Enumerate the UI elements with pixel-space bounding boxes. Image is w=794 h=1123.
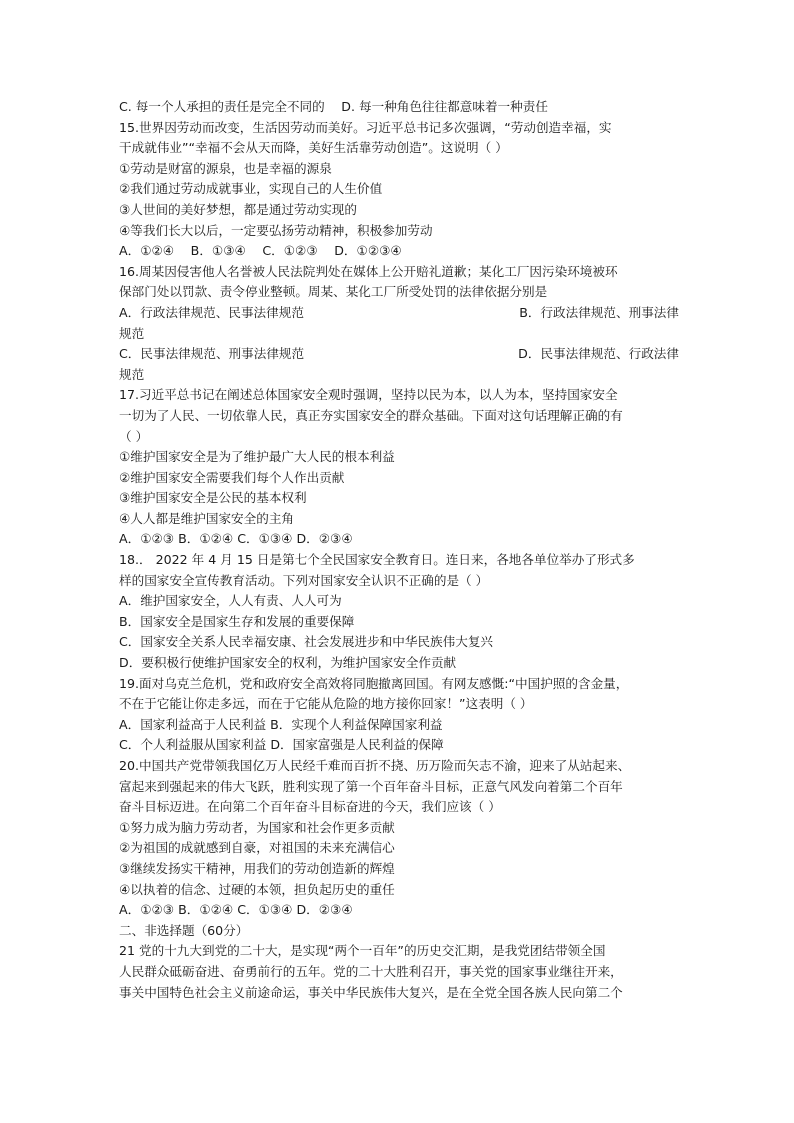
q16-stem-line-2: 保部门处以罚款、责令停业整顿。周某、某化工厂所受处罚的法律依据分别是	[119, 284, 548, 300]
q20-answer-options: A．①②③ B．①②④ C．①③④ D．②③④	[119, 902, 353, 918]
q18-option-b: B．国家安全是国家生存和发展的重要保障	[119, 613, 355, 629]
q20-statement-1: ①努力成为脑力劳动者，为国家和社会作更多贡献	[119, 819, 395, 835]
q16-option-d: D．民事法律规范、行政法律	[518, 346, 679, 362]
q16-option-b: B．行政法律规范、刑事法律	[519, 304, 679, 320]
q16-option-b-continued: 规范	[119, 325, 145, 341]
q17-stem-line-3: （ ）	[119, 428, 149, 444]
q20-stem-line-3: 奋斗目标迈进。在向第二个百年奋斗目标奋进的今天，我们应该（ ）	[119, 799, 501, 815]
q19-stem-line-2: 不在于它能让你走多远，而在于它能从危险的地方接你回家！”这表明（ ）	[119, 696, 533, 712]
q16-options-ab	[119, 303, 679, 324]
q18-stem-line-2: 样的国家安全宣传教育活动。下列对国家安全认识不正确的是（ ）	[119, 572, 489, 588]
q17-statement-2: ②维护国家安全需要我们每个人作出贡献	[119, 469, 345, 485]
section-heading-non-choice: 二、非选择题（60分）	[119, 922, 249, 938]
q15-statement-2: ②我们通过劳动成就事业，实现自己的人生价值	[119, 181, 383, 197]
exam-page	[119, 97, 679, 1003]
q17-statement-1: ①维护国家安全是为了维护最广大人民的根本利益	[119, 449, 395, 465]
q18-option-c: C．国家安全关系人民幸福安康、社会发展进步和中华民族伟大复兴	[119, 634, 494, 650]
q20-statement-2: ②为祖国的成就感到自豪，对祖国的未来充满信心	[119, 840, 395, 856]
q21-stem-line-3: 事关中国特色社会主义前途命运，事关中华民族伟大复兴，是在全党全国各族人民向第二个	[119, 984, 623, 1000]
q18-option-d: D．要积极行使维护国家安全的权利，为维护国家安全作贡献	[119, 655, 457, 671]
q19-stem-line-1: 19.面对乌克兰危机，党和政府安全高效将同胞撤离回国。有网友感慨:“中国护照的含金量，	[119, 675, 629, 691]
q16-stem-line-1: 16.周某因侵害他人名誉被人民法院判处在媒体上公开赔礼道歉；某化工厂因污染环境被环	[119, 263, 618, 279]
q20-statement-3: ③继续发扬实干精神，用我们的劳动创造新的辉煌	[119, 860, 395, 876]
q14-options-cd: C. 每一个人承担的责任是完全不同的 D. 每一种角色往往都意味着一种责任	[119, 99, 548, 114]
q19-options-ab: A．国家利益高于人民利益 B．实现个人利益保障国家利益	[119, 716, 443, 732]
q20-statement-4: ④以执着的信念、过硬的本领，担负起历史的重任	[119, 881, 395, 897]
q17-stem-line-2: 一切为了人民、一切依靠人民，真正夯实国家安全的群众基础。下面对这句话理解正确的有	[119, 407, 623, 423]
q18-stem-line-1: 18.． 2022 年 4 月 15 日是第七个全民国家安全教育日。连日来，各地各单位举办了形式多	[119, 552, 635, 568]
q15-statement-1: ①劳动是财富的源泉，也是幸福的源泉	[119, 160, 332, 176]
q17-statement-4: ④人人都是维护国家安全的主角	[119, 510, 295, 526]
q15-stem-line-2: 干成就伟业”“幸福不会从天而降，美好生活靠劳动创造”。这说明（ ）	[119, 140, 508, 156]
q15-stem-line-1: 15.世界因劳动而改变，生活因劳动而美好。习近平总书记多次强调，“劳动创造幸福，实	[119, 119, 612, 135]
q15-answer-options: A．①②④ B．①③④ C．①②③ D．①②③④	[119, 243, 402, 259]
q15-statement-3: ③人世间的美好梦想，都是通过劳动实现的	[119, 201, 357, 217]
q20-stem-line-1: 20.中国共产党带领我国亿万人民经千难而百折不挠、历万险而矢志不渝，迎来了从站起来、	[119, 758, 631, 773]
q16-options-cd	[119, 344, 679, 365]
q18-option-a: A．维护国家安全，人人有责、人人可为	[119, 593, 342, 609]
q21-stem-line-1: 21 党的十九大到党的二十大，是实现“两个一百年”的历史交汇期，是我党团结带领全国	[119, 943, 606, 959]
q21-stem-line-2: 人民群众砥砺奋进、奋勇前行的五年。党的二十大胜利召开，事关党的国家事业继往开来，	[119, 963, 623, 979]
q20-stem-line-2: 富起来到强起来的伟大飞跃，胜利实现了第一个百年奋斗目标，正意气风发向着第二个百年	[119, 778, 623, 794]
q16-option-c: C．民事法律规范、刑事法律规范	[119, 346, 305, 362]
q17-stem-line-1: 17.习近平总书记在阐述总体国家安全观时强调，坚持以民为本，以人为本，坚持国家安全	[119, 387, 618, 403]
q16-option-a: A．行政法律规范、民事法律规范	[119, 304, 304, 320]
q17-statement-3: ③维护国家安全是公民的基本权利	[119, 490, 307, 506]
q19-options-cd: C．个人利益服从国家利益 D．国家富强是人民利益的保障	[119, 737, 444, 753]
q16-option-d-continued: 规范	[119, 366, 145, 382]
q15-statement-4: ④等我们长大以后，一定要弘扬劳动精神，积极参加劳动	[119, 222, 433, 238]
q17-answer-options: A．①②③ B．①②④ C．①③④ D．②③④	[119, 531, 353, 547]
